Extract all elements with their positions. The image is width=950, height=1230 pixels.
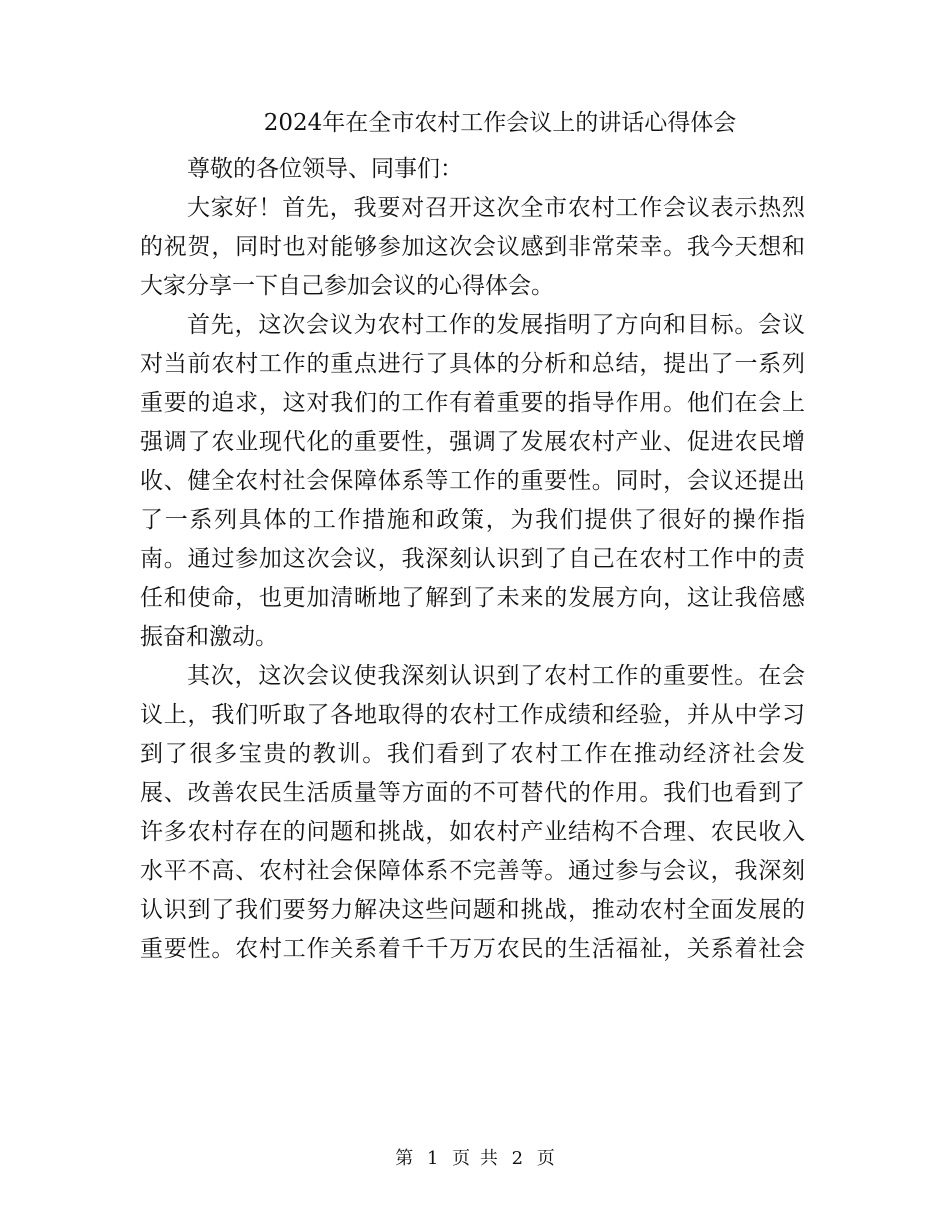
footer-prefix: 第 xyxy=(395,1148,414,1169)
body-text-line: 了一系列具体的工作措施和政策，为我们提供了很好的操作指 xyxy=(140,507,805,533)
body-text-line: 大家分享一下自己参加会议的心得体会。 xyxy=(140,273,554,299)
body-text-line: 对当前农村工作的重点进行了具体的分析和总结，提出了一系列 xyxy=(140,351,805,377)
total-pages-number: 2 xyxy=(511,1148,524,1169)
body-text-line: 许多农村存在的问题和挑战，如农村产业结构不合理、农民收入 xyxy=(140,819,805,845)
body-text-line: 议上，我们听取了各地取得的农村工作成绩和经验，并从中学习 xyxy=(140,702,805,728)
footer-suffix: 页 xyxy=(536,1148,555,1169)
footer-mid: 页 共 xyxy=(452,1148,498,1169)
body-text-line: 认识到了我们要努力解决这些问题和挑战，推动农村全面发展的 xyxy=(140,897,805,923)
body-text-line: 其次，这次会议使我深刻认识到了农村工作的重要性。在会 xyxy=(187,663,805,689)
body-text-line: 强调了农业现代化的重要性，强调了发展农村产业、促进农民增 xyxy=(140,429,805,455)
body-text-line: 水平不高、农村社会保障体系不完善等。通过参与会议，我深刻 xyxy=(140,858,805,884)
document-body xyxy=(140,150,805,969)
body-text-line: 首先，这次会议为农村工作的发展指明了方向和目标。会议 xyxy=(187,312,805,338)
body-text-line: 重要的追求，这对我们的工作有着重要的指导作用。他们在会上 xyxy=(140,390,805,416)
body-text-line: 尊敬的各位领导、同事们： xyxy=(187,156,463,182)
body-text-line: 任和使命，也更加清晰地了解到了未来的发展方向，这让我倍感 xyxy=(140,585,805,611)
body-text-line: 大家好！首先，我要对召开这次全市农村工作会议表示热烈 xyxy=(187,195,805,221)
body-text-line: 收、健全农村社会保障体系等工作的重要性。同时，会议还提出 xyxy=(140,468,805,494)
body-text-line: 展、改善农民生活质量等方面的不可替代的作用。我们也看到了 xyxy=(140,780,805,806)
body-text-line: 重要性。农村工作关系着千千万万农民的生活福祉，关系着社会 xyxy=(140,936,805,962)
body-text-line: 南。通过参加这次会议，我深刻认识到了自己在农村工作中的责 xyxy=(140,546,805,572)
document-title: 2024年在全市农村工作会议上的讲话心得体会 xyxy=(263,110,737,136)
body-text-line: 振奋和激动。 xyxy=(140,624,278,650)
body-text-line: 到了很多宝贵的教训。我们看到了农村工作在推动经济社会发 xyxy=(140,741,805,767)
current-page-number: 1 xyxy=(426,1148,439,1169)
page-footer xyxy=(0,1146,950,1172)
body-text-line: 的祝贺，同时也对能够参加这次会议感到非常荣幸。我今天想和 xyxy=(140,234,805,260)
